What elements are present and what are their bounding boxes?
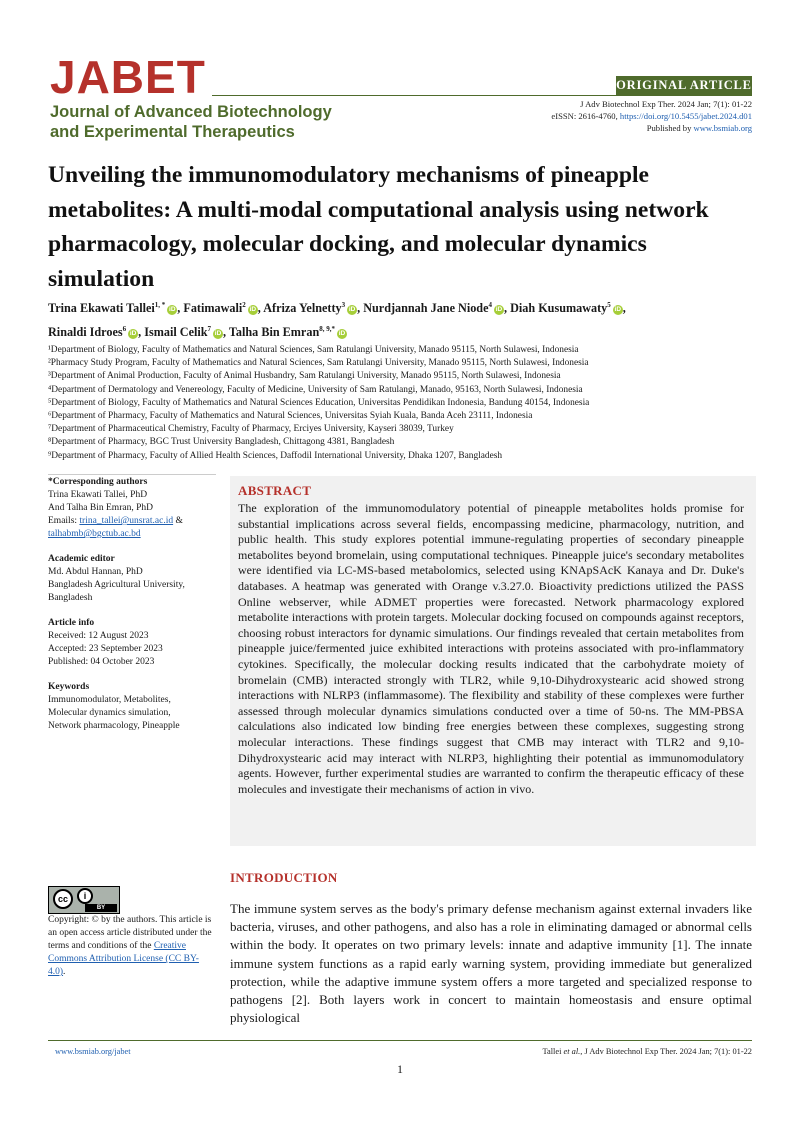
author-separator: , <box>257 301 264 316</box>
author-name: Ismail Celik <box>144 325 208 340</box>
author-affiliation-marker: 6 <box>122 325 127 334</box>
emails-line <box>48 515 216 528</box>
received-date: Received: 12 August 2023 <box>48 631 149 641</box>
doi-link[interactable]: https://doi.org/10.5455/jabet.2024.d01 <box>619 111 752 121</box>
author-affiliation-marker: 1, * <box>154 301 166 309</box>
article-type-badge: ORIGINAL ARTICLE <box>616 76 752 95</box>
article-info-block <box>48 617 216 669</box>
author-name: Talha Bin Emran <box>228 325 320 340</box>
author <box>144 325 229 339</box>
affiliation: ⁸Department of Pharmacy, BGC Trust University Bangladesh, Chittagong 4381, Bangladesh <box>48 437 395 448</box>
page-number: 1 <box>397 1062 403 1076</box>
orcid-icon[interactable]: iD <box>169 306 176 314</box>
copyright-text: Copyright: © by the authors. This article is an open access article distributed under the terms and conditions of the <box>48 915 212 951</box>
accepted-date: Accepted: 23 September 2023 <box>48 644 163 654</box>
affiliation-list <box>48 344 768 463</box>
abstract-heading: ABSTRACT <box>238 483 312 498</box>
attribution-icon: i <box>77 888 93 904</box>
affiliation: ⁴Department of Dermatology and Venereology, Faculty of Medicine, University of Sam Ratulangi, Manado, 95163, North Sulawesi, Indonesia <box>48 384 583 395</box>
keywords-heading: Keywords <box>48 682 90 692</box>
keywords-line-3: Network pharmacology, Pineapple <box>48 721 180 731</box>
keywords-block <box>48 681 216 733</box>
author <box>183 301 263 315</box>
citation: J Adv Biotechnol Exp Ther. 2024 Jan; 7(1): 01-22 <box>580 99 752 109</box>
author-name: Trina Ekawati Tallei <box>48 301 155 316</box>
author-affiliation-marker: 3 <box>341 301 346 309</box>
eissn: eISSN: 2616-4760, <box>551 111 620 121</box>
sidebar-rule <box>48 474 216 475</box>
affiliation: ²Pharmacy Study Program, Faculty of Mathematics and Natural Sciences, Sam Ratulangi University, Manado 95115, North Sulawesi, Indonesia <box>48 358 589 369</box>
corresponding-author-2: And Talha Bin Emran, PhD <box>48 503 153 513</box>
introduction-text: The immune system serves as the body's primary defense mechanism against external invaders like bacteria, viruses, and other pathogens, and also has a role in eliminating damaged or abnormal cells within the body. It operates on two primary levels: innate and adaptive immunity [1]. The innate immune system functions as a rapid early warning system, providing immediate but generalized protection, while the adaptive immune system offers a more targeted and specialized response to pathogens [2]. Both layers work in concert to maintain homeostasis and ensure optimal physiological <box>230 901 752 1026</box>
header-rule <box>212 95 752 96</box>
abstract-text: The exploration of the immunomodulatory potential of pineapple metabolites holds promise for substantial implications across several fields, encompassing medicine, pharmacology, nutrition, and public health. This study explores potential immune-regulating properties of secondary pineapple metabolites beyond bromelain, using computational techniques. Pineapple juice's secondary metabolites were identified via LC-MS-based metabolomics, selected using KNApSAcK Kanaya and Dr. Duke's databases. A heatmap was generated with Orange v.3.27.0. Bioactivity predictions utilized the PASS Online webserver, while ADMET properties were forecasted. Network pharmacology explored metabolite interactions with protein targets. Molecular docking focused on compounds against receptors, choosing robust interactors for dynamic simulations. Our findings revealed that certain metabolites from pineapple juice/fermented juice exhibited interactions with proteins associated with pro-inflammatory cytokines. Specifically, the molecular docking results indicated that the carbohydrate moiety of bromelain (CMB) interacted strongly with TLR2, while 9,10-Dihydroxystearic acid showed strong interactions with NLRP3 (inflammasome). The flexibility and stability of these complexes were further assessed through molecular dynamics simulations conducted over a time of 50-ns. The MM-PBSA calculations also indicated low binding free energies between these complexes, suggesting strong molecular interactions. These findings suggest that CMB may interact with TLR2 and 9,10-Dihydroxystearic acid may interact with NLRP3, highlighting their potential as immunomodulatory agents. However, further experimental studies are warranted to confirm the therapeutic efficacy of these molecules and investigate their mechanisms of action in vivo. <box>238 501 744 796</box>
editor-name: Md. Abdul Hannan, PhD <box>48 567 143 577</box>
author-name: Fatimawali <box>183 301 243 316</box>
corresponding-author-1: Trina Ekawati Tallei, PhD <box>48 490 148 500</box>
footer-citation-rest: , J Adv Biotechnol Exp Ther. 2024 Jan; 7(1): 01-22 <box>580 1047 752 1056</box>
corresponding-block <box>48 476 216 541</box>
email-link-2[interactable]: talhabmb@bgctub.ac.bd <box>48 529 141 539</box>
journal-name-line2: and Experimental Therapeutics <box>50 123 295 141</box>
email-link-1[interactable]: trina_tallei@unsrat.ac.id <box>79 516 174 526</box>
published-date: Published: 04 October 2023 <box>48 657 155 667</box>
editor-affiliation-2: Bangladesh <box>48 593 93 603</box>
keywords-line-1: Immunomodulator, Metabolites, <box>48 695 171 705</box>
sidebar <box>48 476 216 745</box>
author-separator: , <box>357 301 364 316</box>
author-affiliation-marker: 7 <box>207 325 212 334</box>
publisher-link[interactable]: www.bsmiab.org <box>693 123 752 133</box>
affiliation: ³Department of Animal Production, Faculty of Animal Husbandry, Sam Ratulangi University, Manado 95115, North Sulawesi, Indonesia <box>48 371 561 382</box>
author-name: Diah Kusumawaty <box>510 301 608 316</box>
email-separator: & <box>173 516 183 526</box>
journal-name-line1: Journal of Advanced Biotechnology <box>50 103 332 121</box>
author <box>263 301 363 315</box>
affiliation: ⁶Department of Pharmacy, Faculty of Mathematics and Natural Sciences, Universitas Syiah Kuala, Banda Aceh 23111, Indonesia <box>48 411 533 422</box>
footer-author: Tallei <box>542 1047 564 1056</box>
journal-name <box>50 102 332 142</box>
orcid-icon[interactable]: iD <box>214 330 222 338</box>
author-name: Afriza Yelnetty <box>263 301 342 316</box>
editor-affiliation-1: Bangladesh Agricultural University, <box>48 580 185 590</box>
license-link[interactable]: Creative Commons Attribution License (CC BY-4.0) <box>48 941 199 977</box>
eissn-doi <box>551 110 752 122</box>
author-name: Rinaldi Idroes <box>48 325 123 340</box>
copyright-end: . <box>63 967 66 977</box>
footer-website-link[interactable]: www.bsmiab.org/jabet <box>55 1047 131 1056</box>
author-affiliation-marker: 4 <box>488 301 492 309</box>
orcid-icon[interactable]: iD <box>495 306 503 314</box>
footer-citation <box>542 1047 752 1056</box>
affiliation: ¹Department of Biology, Faculty of Mathematics and Natural Sciences, Sam Ratulangi University, Manado 95115, North Sulawesi, Indonesia <box>48 345 579 355</box>
author-separator: , <box>138 325 145 340</box>
orcid-icon[interactable]: iD <box>614 306 622 314</box>
publisher <box>647 122 752 134</box>
author-affiliation-marker: 5 <box>607 301 611 309</box>
by-label: BY <box>85 904 117 912</box>
footer-etal: et al. <box>563 1047 581 1056</box>
affiliation: ⁵Department of Biology, Faculty of Mathematics and Natural Sciences Education, Universitas Pendidikan Indonesia, Bandung 40154, Indonesia <box>48 397 590 408</box>
article-info-heading: Article info <box>48 618 95 628</box>
author <box>48 325 144 339</box>
author-separator: , <box>504 301 511 316</box>
author <box>229 325 347 339</box>
editor-heading: Academic editor <box>48 554 115 564</box>
author <box>48 301 183 315</box>
orcid-icon[interactable]: iD <box>249 306 257 314</box>
author-name: Nurdjannah Jane Niode <box>363 301 489 316</box>
affiliation: ⁷Department of Pharmaceutical Chemistry, Faculty of Pharmacy, Erciyes University, Kayseri 38039, Turkey <box>48 424 454 435</box>
author <box>510 301 626 315</box>
affiliation: ⁹Department of Pharmacy, Faculty of Allied Health Sciences, Daffodil International University, Dhaka 1207, Bangladesh <box>48 450 503 461</box>
author-separator: , <box>622 301 626 316</box>
introduction-heading: INTRODUCTION <box>230 870 338 885</box>
footer-rule <box>48 1040 752 1041</box>
emails-label: Emails: <box>48 516 80 526</box>
copyright-notice <box>48 914 216 979</box>
author-separator: , <box>223 325 229 340</box>
orcid-icon[interactable]: iD <box>348 306 356 314</box>
editor-block <box>48 553 216 605</box>
keywords-line-2: Molecular dynamics simulation, <box>48 708 171 718</box>
author <box>363 301 510 315</box>
orcid-icon[interactable]: iD <box>129 330 137 338</box>
author-affiliation-marker: 8, 9,* <box>319 325 335 334</box>
author-separator: , <box>177 301 184 316</box>
cc-icon: cc <box>53 889 73 909</box>
journal-logo: JABET <box>50 51 206 103</box>
author-affiliation-marker: 2 <box>242 301 246 309</box>
author-list <box>48 295 752 343</box>
cc-license-badge[interactable] <box>48 886 120 914</box>
corresponding-heading: *Corresponding authors <box>48 477 148 487</box>
article-title: Unveiling the immunomodulatory mechanisms of pineapple metabolites: A multi-modal computational analysis using network pharmacology, molecular docking, and molecular dynamics simulation <box>48 162 709 292</box>
published-by: Published by <box>646 123 694 133</box>
orcid-icon[interactable]: iD <box>338 330 346 338</box>
